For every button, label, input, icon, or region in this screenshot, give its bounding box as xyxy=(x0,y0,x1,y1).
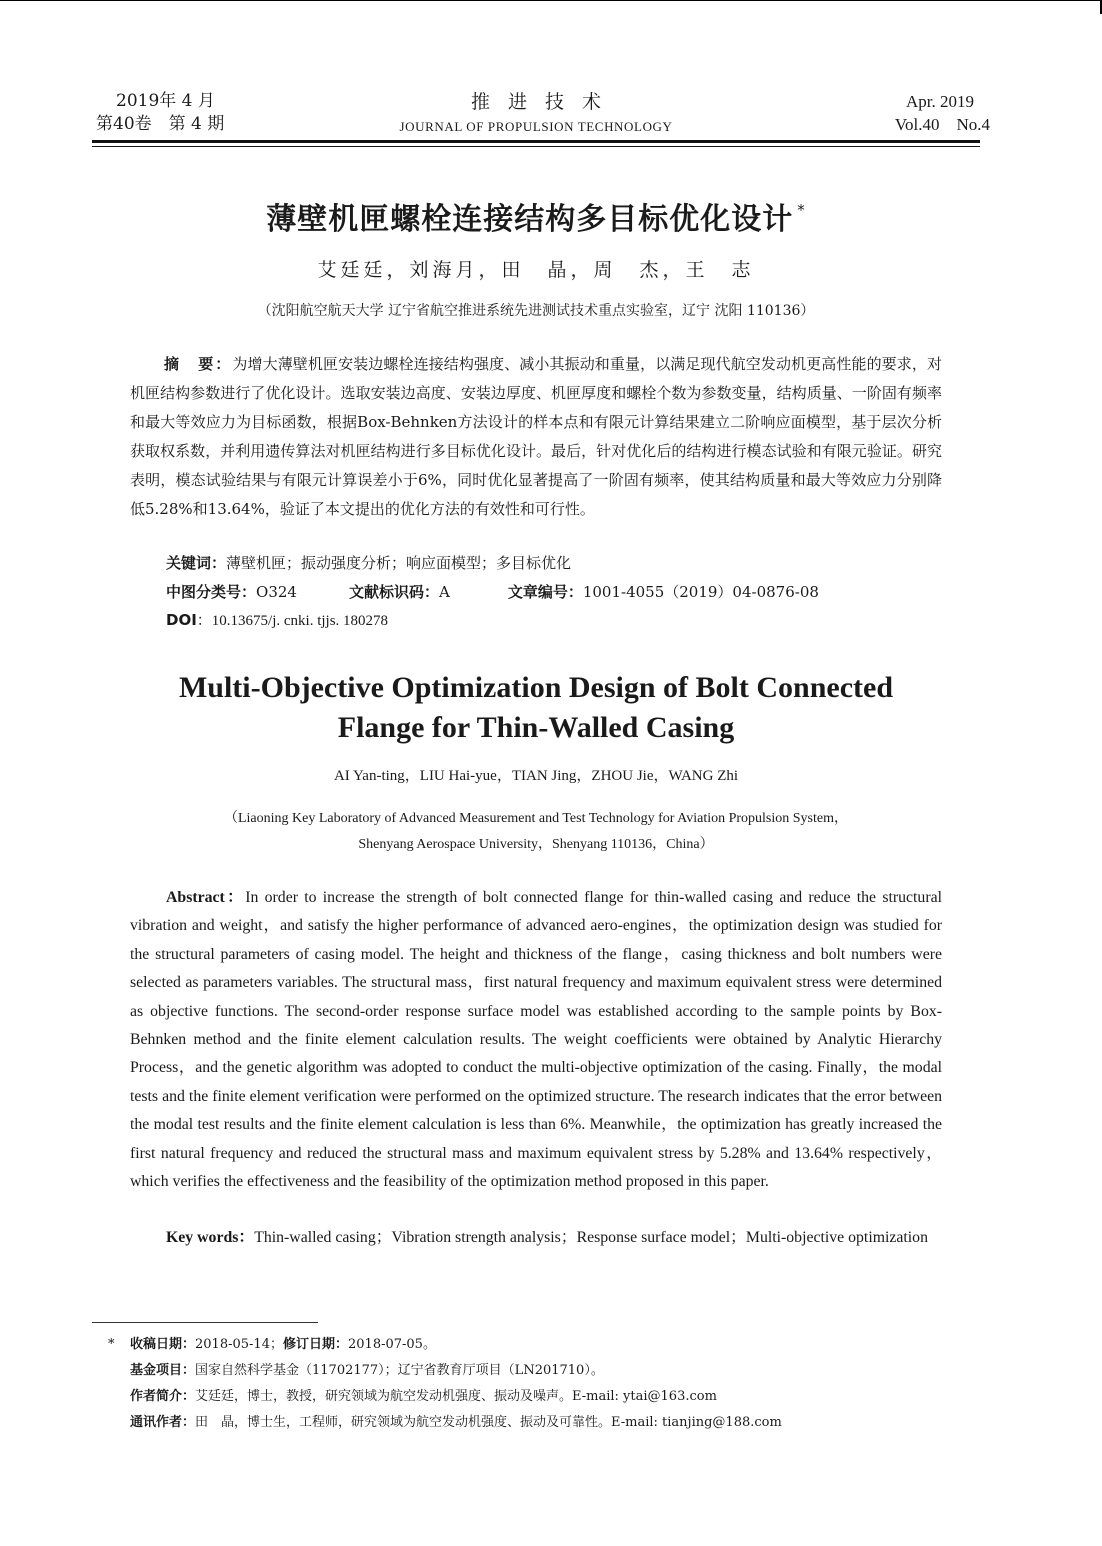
paper-title-en-line1: Multi-Objective Optimization Design of Bolt Connected xyxy=(178,671,894,704)
footnotes xyxy=(108,1332,782,1436)
paper-title-cn-text: 薄壁机匣螺栓连接结构多目标优化设计 xyxy=(266,202,794,237)
title-footnote-mark: * xyxy=(797,201,806,219)
keywords-en-text: Thin-walled casing；Vibration strength analysis；Response surface model；Multi-objective optimization xyxy=(254,1229,928,1246)
revised-value: 2018-07-05。 xyxy=(348,1337,436,1352)
corresponding-value: 田 晶，博士生，工程师，研究领域为航空发动机强度、振动及可靠性。E-mail: tianjing@188.com xyxy=(195,1415,782,1430)
revised-label: 修订日期： xyxy=(282,1337,348,1352)
keywords-cn-label: 关键词： xyxy=(166,554,227,572)
clc-label: 中图分类号： xyxy=(166,583,257,601)
footnote-fund xyxy=(108,1358,782,1384)
header-date-en: Apr. 2019 xyxy=(906,92,974,111)
page-top-border xyxy=(0,0,1102,1)
paper-title-en xyxy=(92,668,980,748)
author-bio-label: 作者简介： xyxy=(130,1389,196,1404)
abstract-cn xyxy=(130,350,942,524)
doc-code-value: A xyxy=(438,583,450,601)
journal-name-cn: 推进技术 xyxy=(470,91,619,113)
fund-value: 国家自然科学基金（11702177）；辽宁省教育厅项目（LN201710）。 xyxy=(195,1363,604,1378)
doi xyxy=(166,606,388,636)
header-rule-thick xyxy=(92,140,980,143)
article-number-value: 1001-4055（2019）04-0876-08 xyxy=(582,583,819,601)
header-volume-en: Vol.40 No.4 xyxy=(894,115,990,134)
keywords-en-label: Key words： xyxy=(166,1229,255,1246)
journal-name xyxy=(330,90,742,138)
journal-name-en: JOURNAL OF PROPULSION TECHNOLOGY xyxy=(399,119,673,134)
keywords-cn xyxy=(166,549,571,578)
header-issue-cn xyxy=(96,90,224,136)
header-issue-en xyxy=(894,90,990,136)
abstract-en xyxy=(130,884,942,1196)
paper-title-en-line2: Flange for Thin-Walled Casing xyxy=(337,711,735,744)
keywords-en xyxy=(130,1224,942,1252)
affiliation-cn: （沈阳航空航天大学 辽宁省航空推进系统先进测试技术重点实验室，辽宁 沈阳 110136） xyxy=(257,303,815,319)
clc-value: O324 xyxy=(256,583,297,601)
doi-label: DOI xyxy=(166,611,197,629)
header-date-cn: 2019年 4 月 xyxy=(116,91,215,111)
abstract-en-label: Abstract： xyxy=(166,889,246,906)
abstract-cn-text: 为增大薄壁机匣安装边螺栓连接结构强度、减小其振动和重量，以满足现代航空发动机更高性能的要求，对机匣结构参数进行了优化设计。选取安装边高度、安装边厚度、机匣厚度和螺栓个数为参数变量，结构质量、一阶固有频率和最大等效应力为目标函数，根据Box-Behnken方法设计的样本点和有限元计算结果建立二阶响应面模型，基于层次分析获取权系数，并利用遗传算法对机匣结构进行多目标优化设计。最后，针对优化后的结构进行模态试验和有限元验证。研究表明，模态试验结果与有限元计算误差小于6%，同时优化显著提高了一阶固有频率，使其结构质量和最大等效应力分别降低5.28%和13.64%，验证了本文提出的优化方法的有效性和可行性。 xyxy=(130,355,942,518)
paper-title-cn xyxy=(92,194,980,238)
keywords-cn-text: 薄壁机匣；振动强度分析；响应面模型；多目标优化 xyxy=(226,554,572,572)
header-volume-cn: 第40卷 第 4 期 xyxy=(96,114,225,134)
footnote-rule xyxy=(92,1322,318,1323)
doi-value: ：10.13675/j. cnki. tjjs. 180278 xyxy=(196,613,389,629)
fund-label: 基金项目： xyxy=(130,1363,196,1378)
affiliation-en xyxy=(92,806,980,858)
affiliation-en-line1: （Liaoning Key Laboratory of Advanced Measurement and Test Technology for Aviation Propulsion System， xyxy=(223,811,849,826)
doc-code-label: 文献标识码： xyxy=(348,583,439,601)
article-number-label: 文章编号： xyxy=(507,583,583,601)
footnote-star: * xyxy=(108,1337,115,1352)
footnote-author xyxy=(108,1384,782,1410)
authors-en: AI Yan-ting，LIU Hai-yue，TIAN Jing，ZHOU Jie，WANG Zhi xyxy=(333,768,739,784)
received-value: 2018-05-14； xyxy=(195,1337,283,1352)
received-label: 收稿日期： xyxy=(130,1337,196,1352)
header-rule-thin xyxy=(92,146,980,147)
abstract-en-text: In order to increase the strength of bolt connected flange for thin-walled casing and reduce the structural vibration and weight，and satisfy the higher performance of advanced aero-engines，the optimization design was studied for the structural parameters of casing model. The height and thickness of the flange，casing thickness and bolt numbers were selected as parameters variables. The structural mass，first natural frequency and maximum equivalent stress were determined as objective functions. The second-order response surface model was established according to the sample points by Box-Behnken method and the finite element calculation results. The weight coefficients were obtained by Analytic Hierarchy Process，and the genetic algorithm was adopted to conduct the multi-objective optimization of the casing. Finally，the modal tests and the finite element verification were performed on the optimized structure. The research indicates that the error between the modal test results and the finite element calculation is less than 6%. Meanwhile，the optimization has greatly increased the first natural frequency and reduced the structural mass and maximum equivalent stress by 5.28% and 13.64% respectively，which verifies the effectiveness and the feasibility of the optimization method proposed in this paper. xyxy=(130,889,942,1191)
footnote-dates xyxy=(108,1332,782,1358)
classification-row xyxy=(166,578,819,607)
footnote-corresponding xyxy=(108,1410,782,1436)
author-bio-value: 艾廷廷，博士，教授，研究领域为航空发动机强度、振动及噪声。E-mail: ytai@163.com xyxy=(195,1389,717,1404)
authors-cn: 艾廷廷，刘海月，田 晶，周 杰，王 志 xyxy=(317,259,755,281)
affiliation-en-line2: Shenyang Aerospace University，Shenyang 110136，China） xyxy=(358,837,714,852)
abstract-cn-label: 摘 要： xyxy=(164,355,233,373)
corresponding-label: 通讯作者： xyxy=(130,1415,196,1430)
